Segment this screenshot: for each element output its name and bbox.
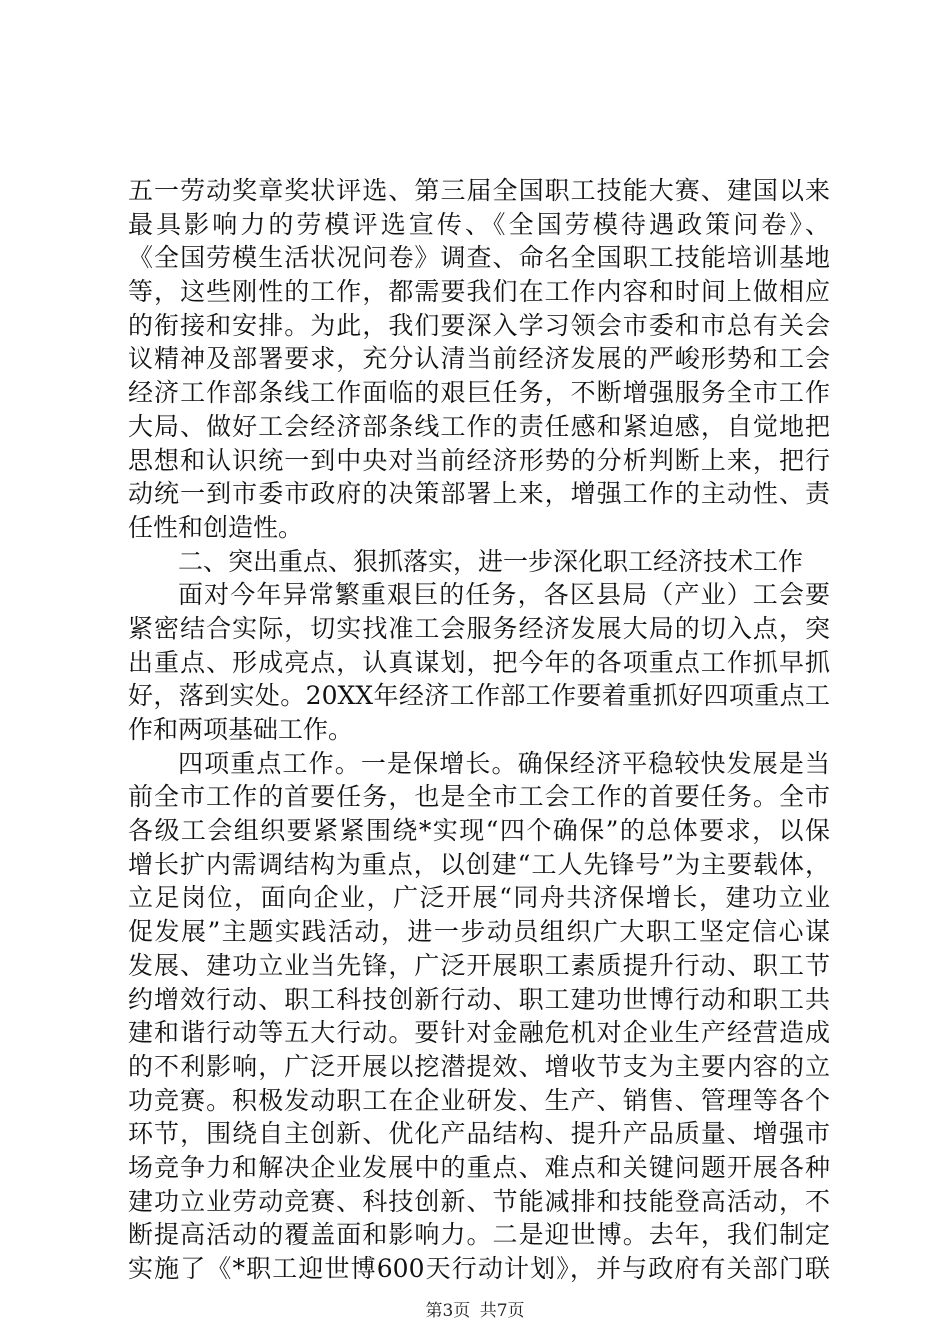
text-line: 各级工会组织要紧紧围绕*实现“四个确保”的总体要求，以保 <box>128 816 830 846</box>
text-line: 的衔接和安排。为此，我们要深入学习领会市委和市总有关会 <box>128 310 830 340</box>
text-line: 增长扩内需调结构为重点，以创建“工人先锋号”为主要载体， <box>128 849 830 879</box>
text-line: 思想和认识统一到中央对当前经济形势的分析判断上来，把行 <box>128 445 830 475</box>
text-line: 的不利影响，广泛开展以挖潜提效、增收节支为主要内容的立 <box>128 1051 830 1081</box>
text-line: 前全市工作的首要任务，也是全市工会工作的首要任务。全市 <box>128 782 830 812</box>
text-line: 动统一到市委市政府的决策部署上来，增强工作的主动性、责 <box>128 479 830 509</box>
text-line: 好，落到实处。20XX年经济工作部工作要着重抓好四项重点工 <box>128 681 830 711</box>
text-line: 经济工作部条线工作面临的艰巨任务，不断增强服务全市工作 <box>128 378 830 408</box>
text-line: 功竞赛。积极发动职工在企业研发、生产、销售、管理等各个 <box>128 1085 830 1115</box>
text-line: 《全国劳模生活状况问卷》调查、命名全国职工技能培训基地 <box>128 243 830 273</box>
text-line: 作和两项基础工作。 <box>128 715 354 744</box>
text-line: 约增效行动、职工科技创新行动、职工建功世博行动和职工共 <box>128 984 830 1014</box>
text-line: 建和谐行动等五大行动。要针对金融危机对企业生产经营造成 <box>128 1018 830 1048</box>
text-line: 面对今年异常繁重艰巨的任务，各区县局（产业）工会要 <box>178 580 830 610</box>
text-line: 最具影响力的劳模评选宣传、《全国劳模待遇政策问卷》、 <box>128 209 830 239</box>
text-line: 建功立业劳动竞赛、科技创新、节能减排和技能登高活动，不 <box>128 1186 830 1216</box>
text-line: 议精神及部署要求，充分认清当前经济发展的严峻形势和工会 <box>128 344 830 374</box>
text-line: 断提高活动的覆盖面和影响力。二是迎世博。去年，我们制定 <box>128 1220 830 1250</box>
text-line: 四项重点工作。一是保增长。确保经济平稳较快发展是当 <box>178 748 830 778</box>
page-number-current: 第3页 <box>425 1301 471 1321</box>
text-line: 五一劳动奖章奖状评选、第三届全国职工技能大赛、建国以来 <box>128 176 830 205</box>
page-number-total: 共7页 <box>479 1301 525 1321</box>
text-line: 实施了《*职工迎世博600天行动计划》，并与政府有关部门联 <box>128 1254 830 1283</box>
text-line: 出重点、形成亮点，认真谋划，把今年的各项重点工作抓早抓 <box>128 647 830 677</box>
text-line: 大局、做好工会经济部条线工作的责任感和紧迫感，自觉地把 <box>128 411 830 441</box>
text-line: 等，这些刚性的工作，都需要我们在工作内容和时间上做相应 <box>128 277 830 307</box>
page-footer <box>0 1296 950 1321</box>
document-body <box>128 174 830 1286</box>
text-line: 环节，围绕自主创新、优化产品结构、提升产品质量、增强市 <box>128 1119 830 1149</box>
text-line: 二、突出重点、狠抓落实，进一步深化职工经济技术工作 <box>178 546 804 576</box>
text-line: 场竞争力和解决企业发展中的重点、难点和关键问题开展各种 <box>128 1152 830 1182</box>
text-line: 发展、建功立业当先锋，广泛开展职工素质提升行动、职工节 <box>128 950 830 980</box>
text-line: 促发展”主题实践活动，进一步动员组织广大职工坚定信心谋 <box>128 917 830 947</box>
text-line: 立足岗位，面向企业，广泛开展“同舟共济保增长，建功立业 <box>128 883 830 913</box>
text-line: 紧密结合实际，切实找准工会服务经济发展大局的切入点，突 <box>128 613 830 643</box>
text-line: 任性和创造性。 <box>128 512 304 542</box>
